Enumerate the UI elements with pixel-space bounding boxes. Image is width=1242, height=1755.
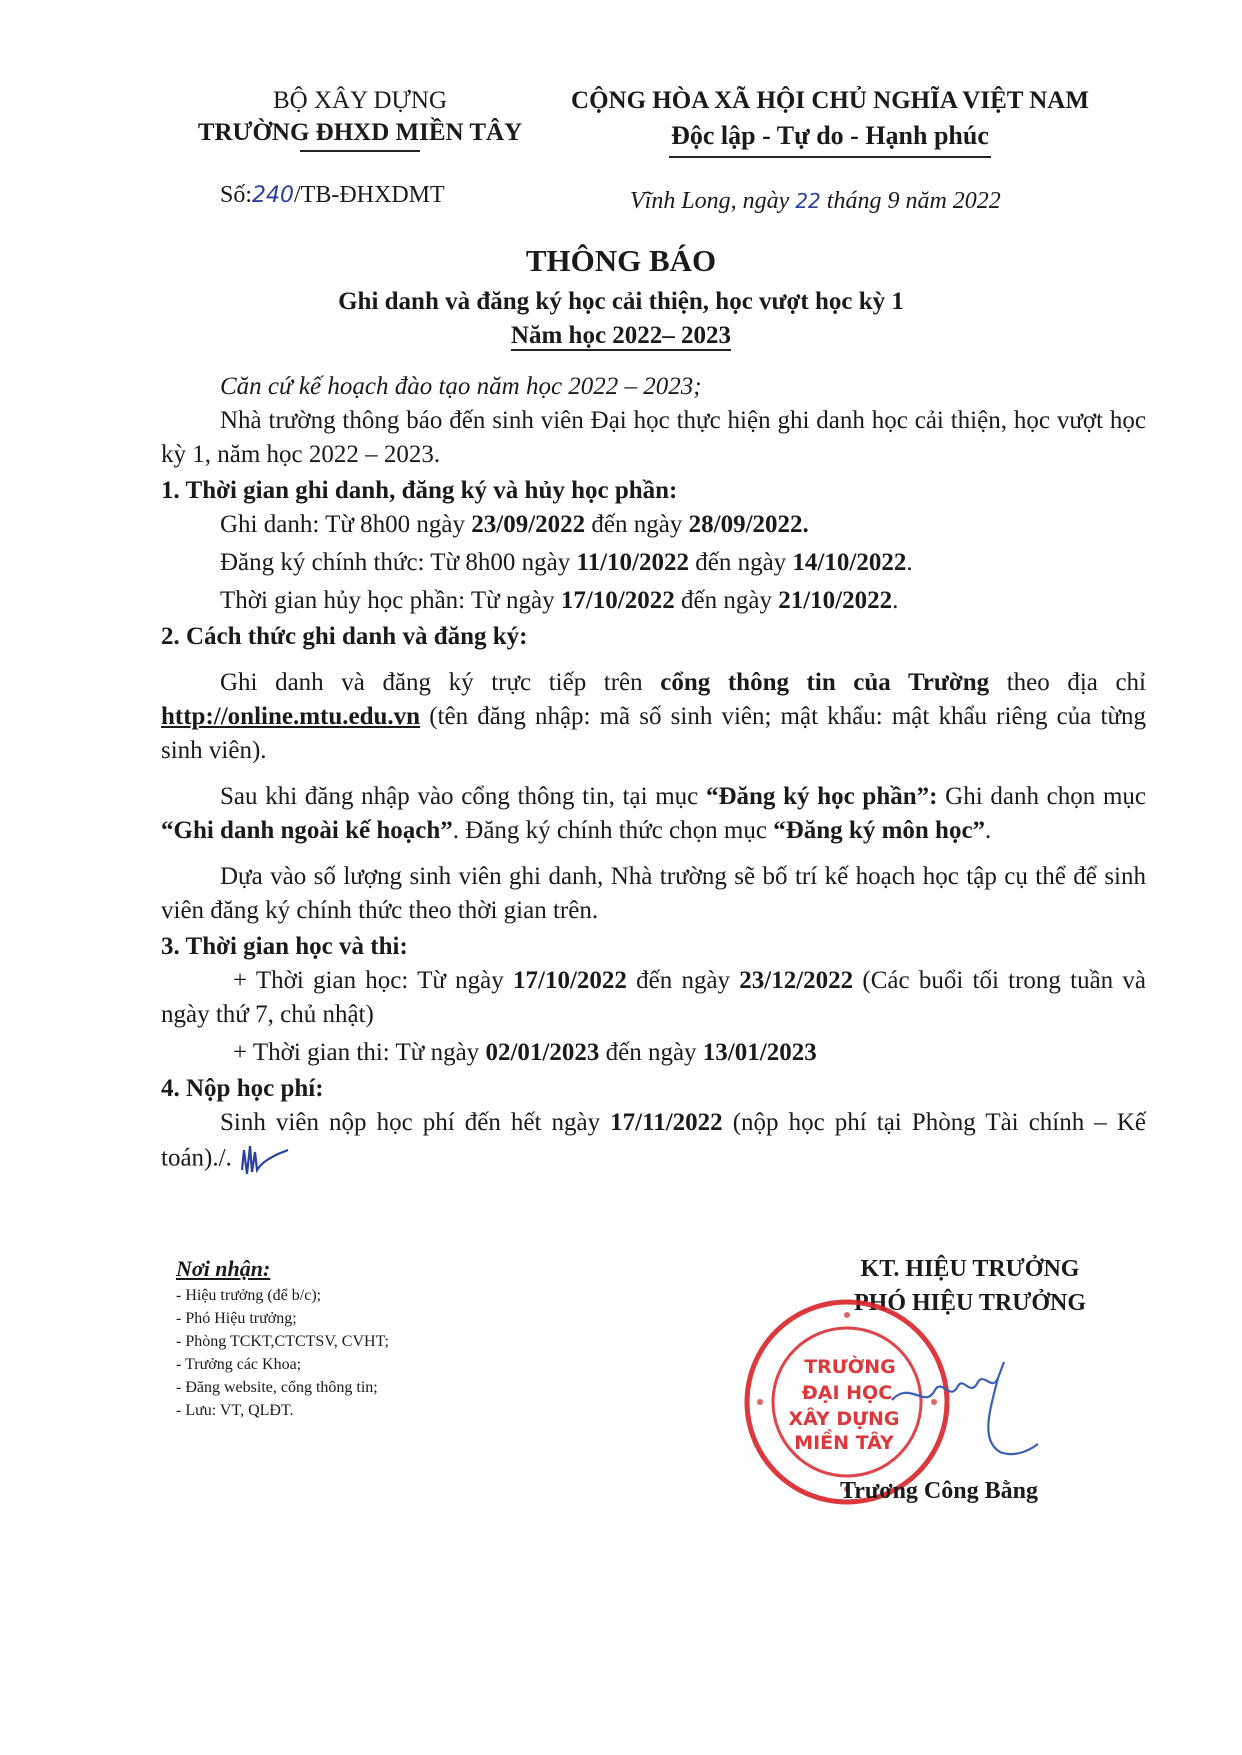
signer-title-line2: PHÓ HIỆU TRƯỞNG [853, 1290, 1087, 1316]
text-span: Đăng ký chính thức: Từ 8h00 ngày [220, 549, 577, 576]
registration-period [161, 508, 1146, 542]
notice-title: THÔNG BÁO [525, 243, 717, 278]
date-value: 14/10/2022 [792, 549, 907, 576]
portal-name: cổng thông tin của Trường [660, 669, 990, 696]
text-span: . [906, 549, 913, 576]
issuer-underline [300, 150, 420, 152]
official-registration-period [161, 546, 1146, 580]
text-span: theo địa chỉ [989, 669, 1146, 696]
basis-paragraph: Căn cứ kế hoạch đào tạo năm học 2022 – 2023; [220, 373, 702, 400]
signer-name: Trương Công Bằng [840, 1478, 1038, 1504]
date-value: 23/09/2022 [471, 511, 586, 538]
doc-number-handwritten: 240 [252, 183, 295, 208]
motto-underline [669, 156, 991, 158]
text-span: Ghi danh: Từ 8h00 ngày [220, 511, 472, 538]
date-value: 17/10/2022 [513, 967, 627, 994]
recipient-item: - Đăng website, cổng thông tin; [176, 1379, 378, 1396]
text-span: (nộp học phí tại Phòng Tài chính – Kế toán)./. [161, 1109, 1146, 1172]
initials-mark-icon [238, 1140, 292, 1180]
seal-text-line2: ĐẠI HỌC [801, 1382, 893, 1404]
date-value: 28/09/2022. [688, 511, 809, 538]
text-span: đến ngày [674, 587, 779, 614]
text-span: . Đăng ký chính thức chọn mục [452, 817, 774, 844]
date-value: 23/12/2022 [739, 967, 854, 994]
portal-paragraph [161, 666, 1146, 768]
text-span: đến ngày [688, 549, 793, 576]
section-4-heading: 4. Nộp học phí: [161, 1075, 324, 1102]
text-span: Sinh viên nộp học phí đến hết ngày [220, 1109, 611, 1136]
date-value: 21/10/2022 [778, 587, 893, 614]
tuition-paragraph [161, 1106, 1146, 1180]
text-span: (tên đăng nhập: mã số sinh viên; mật khẩu: mật khẩu riêng của từng sinh viên). [161, 703, 1146, 764]
recipients-list [176, 1284, 596, 1422]
portal-link[interactable]: http://online.mtu.edu.vn [161, 703, 421, 730]
text-span: . [985, 817, 992, 844]
recipients-title: Nơi nhận: [176, 1256, 271, 1281]
date-value: 17/10/2022 [560, 587, 675, 614]
study-period [161, 964, 1146, 1032]
signer-title-line1: KT. HIỆU TRƯỞNG [860, 1256, 1080, 1282]
text-span: đến ngày [585, 511, 689, 538]
national-header [520, 86, 1140, 158]
text-span: (Các buổi tối trong tuần và ngày thứ 7, chủ nhật) [161, 967, 1146, 1028]
section-2-heading: 2. Cách thức ghi danh và đăng ký: [161, 623, 528, 650]
place-date-prefix: Vĩnh Long, ngày [630, 188, 790, 214]
country-name: CỘNG HÒA XÃ HỘI CHỦ NGHĨA VIỆT NAM [571, 87, 1089, 114]
text-span: Thời gian hủy học phần: Từ ngày [220, 587, 561, 614]
signature-scribble-icon [880, 1340, 1040, 1460]
text-span: Ghi danh chọn mục [937, 783, 1146, 810]
menu-name: “Đăng ký môn học” [773, 817, 986, 844]
issuer-block [150, 86, 570, 152]
ministry-name: BỘ XÂY DỰNG [272, 87, 448, 114]
school-name: TRƯỜNG ĐHXD MIỀN TÂY [197, 119, 523, 146]
exam-period [161, 1036, 1146, 1070]
menu-name: “Ghi danh ngoài kế hoạch” [161, 817, 453, 844]
section-1-heading: 1. Thời gian ghi danh, đăng ký và hủy học phần: [161, 477, 678, 504]
text-span: đến ngày [599, 1039, 703, 1066]
notice-subtitle: Ghi danh và đăng ký học cải thiện, học vượt học kỳ 1 [338, 288, 904, 315]
date-value: 02/01/2023 [485, 1039, 600, 1066]
planning-paragraph: Dựa vào số lượng sinh viên ghi danh, Nhà trường sẽ bố trí kế hoạch học tập cụ thể để sinh viên đăng ký chính thức theo thời gian trên. [161, 863, 1146, 924]
text-span: + Thời gian thi: Từ ngày [233, 1039, 486, 1066]
section-3-heading: 3. Thời gian học và thi: [161, 933, 408, 960]
text-span: + Thời gian học: Từ ngày [233, 967, 513, 994]
text-span: Ghi danh và đăng ký trực tiếp trên [220, 669, 661, 696]
date-value: 11/10/2022 [576, 549, 689, 576]
place-date [630, 188, 1001, 215]
motto: Độc lập - Tự do - Hạnh phúc [671, 121, 989, 150]
recipient-item: - Phòng TCKT,CTCTSV, CVHT; [176, 1333, 389, 1350]
place-date-suffix: tháng 9 năm 2022 [826, 188, 1001, 214]
notice-year [0, 322, 1242, 350]
cancellation-period [161, 584, 1146, 618]
date-value: 17/11/2022 [610, 1109, 723, 1136]
seal-text-line4: MIỀN TÂY [794, 1432, 894, 1454]
seal-text-line1: TRƯỜNG [804, 1356, 896, 1378]
recipient-item: - Phó Hiệu trưởng; [176, 1310, 297, 1327]
doc-number-prefix: Số: [220, 182, 253, 208]
text-span: đến ngày [626, 967, 740, 994]
recipients-block [176, 1256, 596, 1422]
seal-text-line3: XÂY DỰNG [788, 1408, 900, 1430]
recipient-item: - Trưởng các Khoa; [176, 1356, 302, 1373]
menu-instructions-paragraph [161, 780, 1146, 848]
recipient-item: - Hiệu trưởng (để b/c); [176, 1287, 322, 1304]
intro-paragraph: Nhà trường thông báo đến sinh viên Đại học thực hiện ghi danh học cải thiện, học vượt học kỳ 1, năm học 2022 – 2023. [161, 407, 1146, 468]
date-value: 13/01/2023 [702, 1039, 817, 1066]
notice-body [161, 370, 1146, 1180]
text-span: . [892, 587, 899, 614]
notice-year-text: Năm học 2022– 2023 [510, 322, 732, 349]
place-day-handwritten: 22 [795, 189, 821, 213]
doc-number-suffix: /TB-ĐHXDMT [294, 182, 445, 208]
text-span: Sau khi đăng nhập vào cổng thông tin, tại mục [220, 783, 706, 810]
recipient-item: - Lưu: VT, QLĐT. [176, 1402, 294, 1419]
document-number [220, 182, 445, 209]
menu-name: “Đăng ký học phần”: [705, 783, 938, 810]
